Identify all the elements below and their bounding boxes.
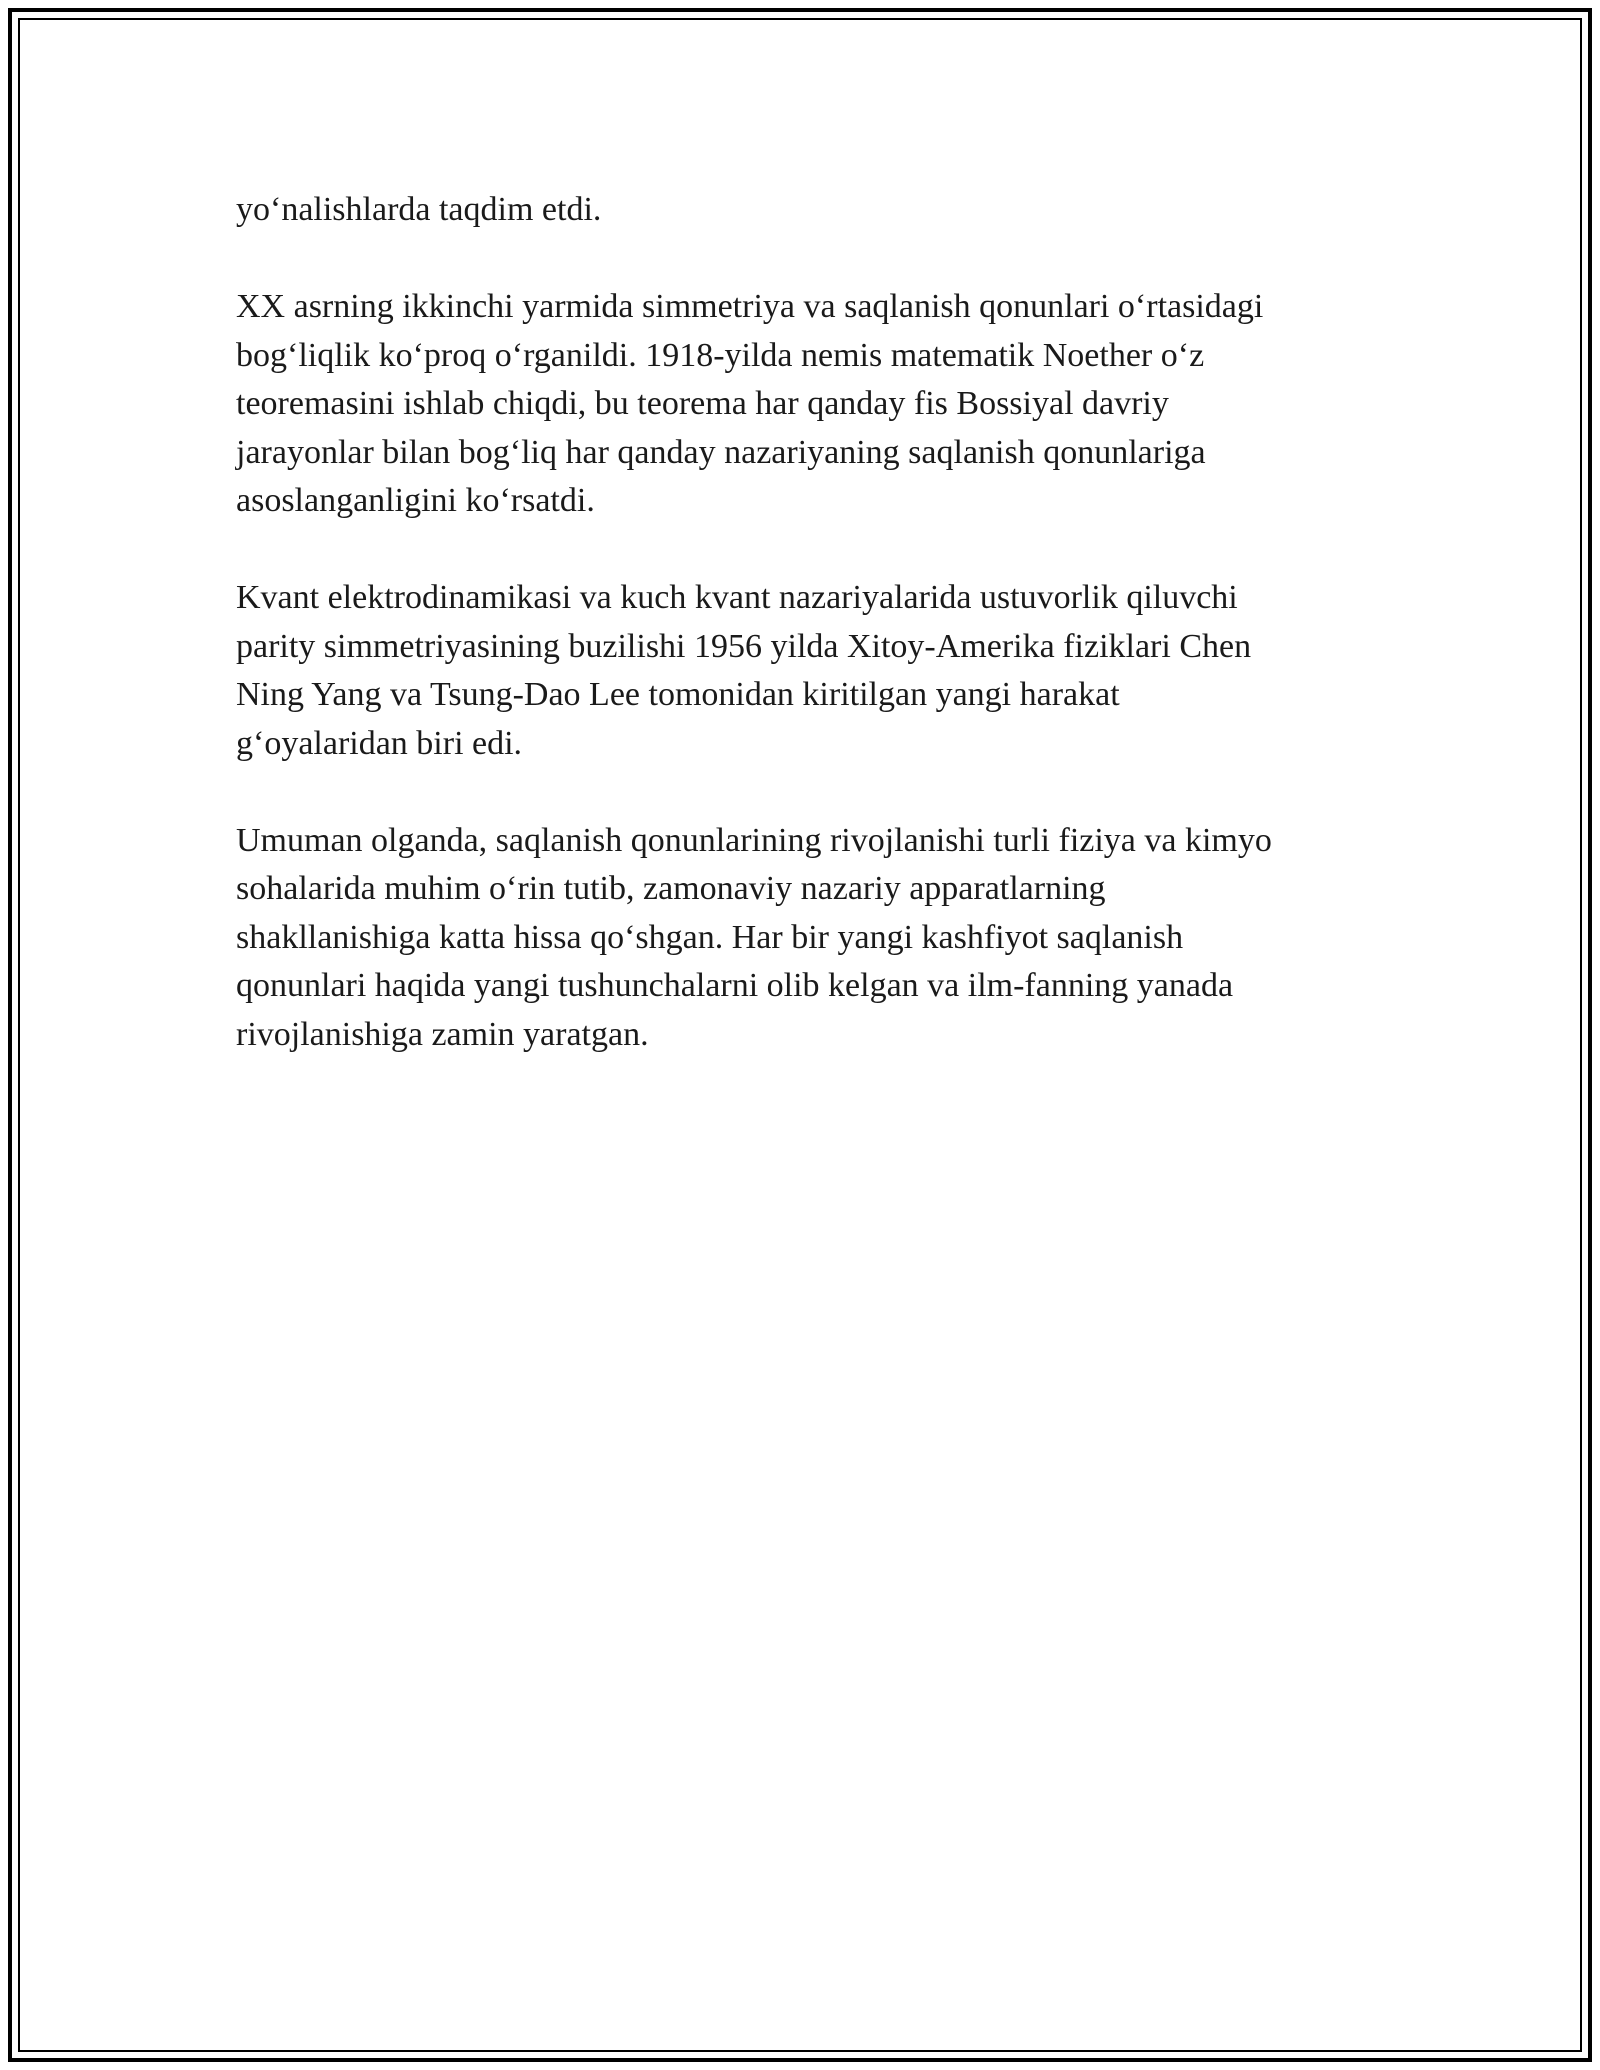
paragraph-4: Umuman olganda, saqlanish qonunlarining rivojlanishi turli fiziya va kimyo sohalarida muhim o‘rin tutib, zamonaviy nazariy apparatlarning shakllanishiga katta hissa qo‘shgan. Har bir yangi kashfiyot saqlanish qonunlari haqida yangi tushunchalarni olib kelgan va ilm-fanning yanada rivojlanishiga zamin yaratgan. [236,821,1272,1053]
document-body [236,186,1366,1108]
paragraph-1: yo‘nalishlarda taqdim etdi. [236,191,602,228]
paragraph-3: Kvant elektrodinamikasi va kuch kvant nazariyalarida ustuvorlik qiluvchi parity simmetriyasining buzilishi 1956 yilda Xitoy-Amerika fiziklari Chen Ning Yang va Tsung-Dao Lee tomonidan kiritilgan yangi harakat g‘oyalaridan biri edi. [236,579,1252,762]
paragraph-2: XX asrning ikkinchi yarmida simmetriya va saqlanish qonunlari o‘rtasidagi bog‘liqlik ko‘proq o‘rganildi. 1918-yilda nemis matematik Noether o‘z teoremasini ishlab chiqdi, bu teorema har qanday fis Bossiyal davriy jarayonlar bilan bog‘liq har qanday nazariyaning saqlanish qonunlariga asoslanganligini ko‘rsatdi. [236,288,1264,519]
